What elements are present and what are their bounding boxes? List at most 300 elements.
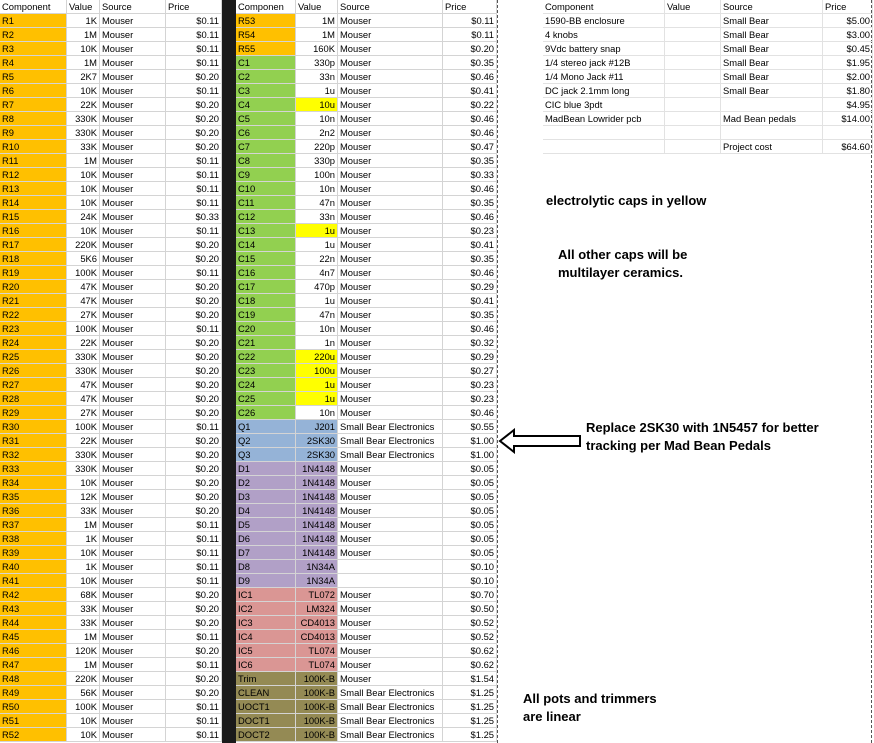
cell-price[interactable]: $0.32 — [443, 336, 497, 350]
cell-source[interactable]: Mouser — [100, 322, 166, 336]
cell-component[interactable]: C7 — [236, 140, 296, 154]
cell-component[interactable]: R1 — [0, 14, 67, 28]
cell-source[interactable]: Mouser — [338, 658, 443, 672]
cell-price[interactable]: $0.20 — [166, 308, 222, 322]
cell-source[interactable]: Mouser — [100, 98, 166, 112]
cell-component[interactable]: D9 — [236, 574, 296, 588]
cell-component[interactable]: C8 — [236, 154, 296, 168]
cell-component[interactable]: D5 — [236, 518, 296, 532]
cell-price[interactable]: $5.00 — [823, 14, 873, 28]
cell-price[interactable]: $0.10 — [443, 560, 497, 574]
cell-component[interactable]: C25 — [236, 392, 296, 406]
cell-value[interactable]: 1M — [67, 630, 100, 644]
cell-price[interactable]: $0.20 — [166, 112, 222, 126]
cell-value[interactable]: 10n — [296, 322, 338, 336]
cell-price[interactable]: $0.11 — [166, 574, 222, 588]
cell-source[interactable]: Small Bear — [721, 56, 823, 70]
cell-source[interactable]: Small Bear Electronics — [338, 700, 443, 714]
cell-component[interactable]: R45 — [0, 630, 67, 644]
cell-price[interactable]: $0.20 — [166, 364, 222, 378]
cell-value[interactable]: 1N34A — [296, 574, 338, 588]
cell-value[interactable]: 1M — [67, 518, 100, 532]
cell-price[interactable]: $0.05 — [443, 546, 497, 560]
cell-value[interactable]: 33K — [67, 602, 100, 616]
cell-source[interactable]: Mad Bean pedals — [721, 112, 823, 126]
cell-price[interactable]: $0.20 — [166, 406, 222, 420]
cell-price[interactable]: $0.11 — [166, 168, 222, 182]
cell-value[interactable]: 220p — [296, 140, 338, 154]
cell-source[interactable]: Mouser — [100, 490, 166, 504]
cell-value[interactable]: 33K — [67, 140, 100, 154]
cell-value[interactable]: 220K — [67, 238, 100, 252]
cell-price[interactable]: $0.20 — [166, 392, 222, 406]
cell-price[interactable]: $0.11 — [166, 28, 222, 42]
cell-value[interactable]: 10K — [67, 714, 100, 728]
cell-value[interactable]: 220K — [67, 672, 100, 686]
cell-component[interactable]: C21 — [236, 336, 296, 350]
cell-value[interactable]: 5K6 — [67, 252, 100, 266]
cell-value[interactable]: 1N4148 — [296, 504, 338, 518]
cell-price[interactable]: $0.11 — [166, 518, 222, 532]
cell-value[interactable]: 10u — [296, 98, 338, 112]
cell-source[interactable]: Mouser — [338, 84, 443, 98]
cell-component[interactable]: R23 — [0, 322, 67, 336]
cell-value[interactable]: 10n — [296, 112, 338, 126]
cell-component[interactable]: R34 — [0, 476, 67, 490]
cell-source[interactable]: Small Bear Electronics — [338, 714, 443, 728]
cell-source[interactable]: Mouser — [100, 448, 166, 462]
cell-component[interactable]: R54 — [236, 28, 296, 42]
cell-component[interactable]: R55 — [236, 42, 296, 56]
cell-source[interactable]: Mouser — [338, 336, 443, 350]
cell-value[interactable]: 22K — [67, 434, 100, 448]
header-cell[interactable]: Value — [67, 0, 100, 14]
cell-value[interactable]: 1N4148 — [296, 476, 338, 490]
cell-source[interactable]: Mouser — [100, 700, 166, 714]
cell-price[interactable]: $0.20 — [166, 686, 222, 700]
cell-source[interactable]: Mouser — [100, 112, 166, 126]
cell-price[interactable]: $0.35 — [443, 154, 497, 168]
cell-source[interactable]: Mouser — [100, 434, 166, 448]
cell-value[interactable]: 22n — [296, 252, 338, 266]
cell-source[interactable]: Mouser — [338, 322, 443, 336]
header-cell[interactable]: Source — [338, 0, 443, 14]
cell-price[interactable]: $0.33 — [443, 168, 497, 182]
cell-component[interactable]: UOCT1 — [236, 700, 296, 714]
cell-value[interactable]: 1N34A — [296, 560, 338, 574]
cell-component[interactable]: R10 — [0, 140, 67, 154]
cell-value[interactable]: 1K — [67, 14, 100, 28]
cell-component[interactable]: R47 — [0, 658, 67, 672]
cell-source[interactable]: Small Bear Electronics — [338, 448, 443, 462]
cell-component[interactable]: 1/4 Mono Jack #11 — [543, 70, 665, 84]
cell-component[interactable]: C19 — [236, 308, 296, 322]
cell-value[interactable]: 330K — [67, 126, 100, 140]
cell-price[interactable]: $0.52 — [443, 616, 497, 630]
cell-price[interactable]: $4.95 — [823, 98, 873, 112]
cell-price[interactable]: $0.11 — [166, 42, 222, 56]
cell-source[interactable]: Mouser — [100, 182, 166, 196]
cell-price[interactable]: $1.95 — [823, 56, 873, 70]
cell-price[interactable]: $0.05 — [443, 490, 497, 504]
cell-source[interactable]: Small Bear Electronics — [338, 686, 443, 700]
cell-source[interactable]: Mouser — [338, 350, 443, 364]
cell-price[interactable]: $0.11 — [166, 714, 222, 728]
cell-source[interactable]: Mouser — [100, 56, 166, 70]
cell-price[interactable]: $0.20 — [166, 378, 222, 392]
cell-price[interactable]: $0.11 — [166, 56, 222, 70]
cell-source[interactable]: Mouser — [100, 210, 166, 224]
cell-value[interactable]: 1M — [296, 28, 338, 42]
cell-price[interactable]: $0.11 — [166, 322, 222, 336]
cell-value[interactable]: 100K-B — [296, 700, 338, 714]
cell-price[interactable]: $0.20 — [166, 476, 222, 490]
cell-value[interactable]: TL072 — [296, 588, 338, 602]
cell-component[interactable]: DOCT2 — [236, 728, 296, 742]
cell-value[interactable]: 47K — [67, 392, 100, 406]
cell-source[interactable]: Mouser — [338, 462, 443, 476]
cell-component[interactable]: CLEAN — [236, 686, 296, 700]
cell-price[interactable]: $0.20 — [166, 350, 222, 364]
cell-value[interactable]: 10K — [67, 196, 100, 210]
cell-component[interactable]: C6 — [236, 126, 296, 140]
cell-component[interactable]: R19 — [0, 266, 67, 280]
cell-component[interactable]: R53 — [236, 14, 296, 28]
cell-value[interactable]: CD4013 — [296, 630, 338, 644]
cell-component[interactable]: R51 — [0, 714, 67, 728]
header-cell[interactable]: Component — [0, 0, 67, 14]
cell-component[interactable]: R12 — [0, 168, 67, 182]
cell-price[interactable]: $0.11 — [166, 630, 222, 644]
header-cell[interactable]: Price — [823, 0, 873, 14]
cell-source[interactable]: Mouser — [100, 714, 166, 728]
cell-component[interactable]: C18 — [236, 294, 296, 308]
cell-source[interactable]: Mouser — [100, 728, 166, 742]
cell-component[interactable]: R43 — [0, 602, 67, 616]
cell-source[interactable]: Mouser — [338, 672, 443, 686]
cell-value[interactable]: 1u — [296, 224, 338, 238]
cell-price[interactable]: $0.11 — [166, 546, 222, 560]
cell-component[interactable]: R33 — [0, 462, 67, 476]
cell-source[interactable]: Mouser — [100, 378, 166, 392]
cell-component[interactable]: 9Vdc battery snap — [543, 42, 665, 56]
cell-value[interactable]: 10K — [67, 574, 100, 588]
cell-value[interactable]: 10K — [67, 546, 100, 560]
cell-price[interactable]: $0.46 — [443, 322, 497, 336]
cell-component[interactable]: R13 — [0, 182, 67, 196]
cell-value[interactable]: 47K — [67, 280, 100, 294]
cell-price[interactable]: $0.20 — [166, 238, 222, 252]
cell-price[interactable]: $0.46 — [443, 266, 497, 280]
cell-component[interactable]: C9 — [236, 168, 296, 182]
cell-value[interactable]: 33n — [296, 210, 338, 224]
cell-price[interactable]: $0.29 — [443, 350, 497, 364]
cell-component[interactable]: IC1 — [236, 588, 296, 602]
cell-source[interactable]: Mouser — [338, 406, 443, 420]
cell-price[interactable]: $0.11 — [166, 700, 222, 714]
cell-value[interactable] — [665, 70, 721, 84]
cell-value[interactable]: 100K — [67, 322, 100, 336]
cell-component[interactable]: 4 knobs — [543, 28, 665, 42]
cell-component[interactable]: C2 — [236, 70, 296, 84]
cell-value[interactable]: 330K — [67, 462, 100, 476]
cell-component[interactable]: R42 — [0, 588, 67, 602]
cell-source[interactable]: Mouser — [100, 154, 166, 168]
cell-source[interactable]: Mouser — [100, 28, 166, 42]
cell-source[interactable] — [338, 574, 443, 588]
cell-price[interactable]: $0.05 — [443, 518, 497, 532]
cell-value[interactable]: 1N4148 — [296, 490, 338, 504]
cell-value[interactable] — [665, 112, 721, 126]
cell-source[interactable]: Small Bear Electronics — [338, 728, 443, 742]
cell-price[interactable] — [823, 126, 873, 140]
cell-component[interactable]: R41 — [0, 574, 67, 588]
cell-value[interactable]: 100K — [67, 420, 100, 434]
cell-value[interactable]: 100n — [296, 168, 338, 182]
cell-price[interactable]: $0.27 — [443, 364, 497, 378]
cell-component[interactable]: IC4 — [236, 630, 296, 644]
cell-value[interactable]: 100u — [296, 364, 338, 378]
cell-price[interactable]: $0.20 — [166, 98, 222, 112]
cell-component[interactable]: R39 — [0, 546, 67, 560]
cell-price[interactable]: $0.41 — [443, 84, 497, 98]
cell-value[interactable]: 1N4148 — [296, 462, 338, 476]
cell-price[interactable]: $0.70 — [443, 588, 497, 602]
cell-component[interactable]: IC3 — [236, 616, 296, 630]
cell-component[interactable]: D1 — [236, 462, 296, 476]
cell-component[interactable]: R2 — [0, 28, 67, 42]
cell-price[interactable]: $1.80 — [823, 84, 873, 98]
cell-price[interactable]: $1.00 — [443, 434, 497, 448]
cell-value[interactable]: 56K — [67, 686, 100, 700]
cell-component[interactable]: R16 — [0, 224, 67, 238]
cell-component[interactable]: C1 — [236, 56, 296, 70]
cell-price[interactable]: $0.52 — [443, 630, 497, 644]
cell-value[interactable]: LM324 — [296, 602, 338, 616]
cell-component[interactable]: C17 — [236, 280, 296, 294]
cell-source[interactable]: Small Bear — [721, 84, 823, 98]
cell-value[interactable]: 10K — [67, 84, 100, 98]
cell-price[interactable]: $0.23 — [443, 392, 497, 406]
cell-component[interactable]: Q2 — [236, 434, 296, 448]
cell-component[interactable]: D6 — [236, 532, 296, 546]
cell-component[interactable]: MadBean Lowrider pcb — [543, 112, 665, 126]
cell-component[interactable]: C10 — [236, 182, 296, 196]
cell-component[interactable]: C23 — [236, 364, 296, 378]
cell-price[interactable]: $64.60 — [823, 140, 873, 154]
cell-value[interactable]: 27K — [67, 406, 100, 420]
cell-component[interactable]: D3 — [236, 490, 296, 504]
cell-source[interactable]: Mouser — [338, 168, 443, 182]
cell-value[interactable]: 120K — [67, 644, 100, 658]
cell-component[interactable]: R38 — [0, 532, 67, 546]
cell-price[interactable]: $0.47 — [443, 140, 497, 154]
cell-source[interactable]: Mouser — [338, 644, 443, 658]
cell-price[interactable]: $0.33 — [166, 210, 222, 224]
cell-value[interactable]: 2SK30 — [296, 448, 338, 462]
cell-price[interactable]: $0.46 — [443, 70, 497, 84]
cell-component[interactable]: R14 — [0, 196, 67, 210]
header-cell[interactable]: Price — [443, 0, 497, 14]
cell-component[interactable]: R46 — [0, 644, 67, 658]
cell-source[interactable]: Small Bear Electronics — [338, 434, 443, 448]
cell-component[interactable]: R52 — [0, 728, 67, 742]
cell-value[interactable]: 330K — [67, 448, 100, 462]
cell-value[interactable] — [665, 42, 721, 56]
header-cell[interactable]: Price — [166, 0, 222, 14]
cell-component[interactable]: C4 — [236, 98, 296, 112]
header-cell[interactable]: Componen — [236, 0, 296, 14]
cell-value[interactable]: 10K — [67, 476, 100, 490]
cell-source[interactable]: Mouser — [100, 644, 166, 658]
cell-value[interactable]: 330p — [296, 56, 338, 70]
cell-component[interactable]: R50 — [0, 700, 67, 714]
cell-component[interactable]: IC6 — [236, 658, 296, 672]
cell-source[interactable]: Mouser — [100, 518, 166, 532]
cell-component[interactable]: D7 — [236, 546, 296, 560]
cell-source[interactable]: Mouser — [338, 476, 443, 490]
cell-price[interactable]: $1.54 — [443, 672, 497, 686]
cell-value[interactable]: 1M — [67, 154, 100, 168]
cell-source[interactable]: Mouser — [338, 112, 443, 126]
cell-value[interactable] — [665, 84, 721, 98]
cell-source[interactable]: Project cost — [721, 140, 823, 154]
cell-source[interactable]: Mouser — [100, 532, 166, 546]
cell-price[interactable]: $3.00 — [823, 28, 873, 42]
cell-price[interactable]: $0.46 — [443, 406, 497, 420]
cell-source[interactable]: Mouser — [100, 42, 166, 56]
cell-source[interactable] — [721, 98, 823, 112]
cell-source[interactable]: Mouser — [100, 70, 166, 84]
cell-price[interactable]: $0.10 — [443, 574, 497, 588]
cell-component[interactable]: R11 — [0, 154, 67, 168]
cell-value[interactable]: 1u — [296, 238, 338, 252]
cell-component[interactable]: R5 — [0, 70, 67, 84]
cell-price[interactable]: $0.23 — [443, 224, 497, 238]
cell-source[interactable]: Mouser — [100, 364, 166, 378]
cell-component[interactable]: D2 — [236, 476, 296, 490]
cell-source[interactable]: Mouser — [100, 546, 166, 560]
cell-price[interactable]: $0.50 — [443, 602, 497, 616]
cell-source[interactable]: Mouser — [100, 574, 166, 588]
cell-value[interactable]: 100K-B — [296, 672, 338, 686]
cell-source[interactable]: Small Bear — [721, 14, 823, 28]
cell-value[interactable] — [665, 56, 721, 70]
cell-source[interactable]: Mouser — [338, 266, 443, 280]
cell-price[interactable]: $0.22 — [443, 98, 497, 112]
cell-component[interactable]: IC5 — [236, 644, 296, 658]
cell-source[interactable]: Mouser — [100, 476, 166, 490]
cell-price[interactable]: $0.46 — [443, 182, 497, 196]
cell-source[interactable]: Mouser — [100, 630, 166, 644]
cell-value[interactable] — [665, 140, 721, 154]
cell-value[interactable]: 47K — [67, 294, 100, 308]
cell-component[interactable]: C3 — [236, 84, 296, 98]
cell-source[interactable] — [721, 126, 823, 140]
cell-price[interactable]: $0.20 — [166, 252, 222, 266]
cell-component[interactable]: C20 — [236, 322, 296, 336]
cell-value[interactable]: 68K — [67, 588, 100, 602]
cell-price[interactable]: $0.11 — [166, 560, 222, 574]
cell-value[interactable]: 1u — [296, 392, 338, 406]
cell-source[interactable]: Mouser — [100, 14, 166, 28]
cell-component[interactable]: R26 — [0, 364, 67, 378]
cell-price[interactable]: $0.20 — [166, 462, 222, 476]
cell-price[interactable]: $0.11 — [166, 532, 222, 546]
cell-component[interactable]: R18 — [0, 252, 67, 266]
cell-source[interactable]: Mouser — [100, 280, 166, 294]
cell-price[interactable]: $0.20 — [166, 672, 222, 686]
cell-component[interactable]: R32 — [0, 448, 67, 462]
cell-source[interactable]: Mouser — [338, 630, 443, 644]
cell-source[interactable]: Mouser — [338, 182, 443, 196]
cell-price[interactable]: $0.20 — [166, 434, 222, 448]
cell-price[interactable]: $1.25 — [443, 714, 497, 728]
cell-value[interactable]: 2n2 — [296, 126, 338, 140]
cell-source[interactable]: Mouser — [100, 560, 166, 574]
cell-price[interactable]: $0.35 — [443, 252, 497, 266]
cell-source[interactable]: Mouser — [100, 588, 166, 602]
cell-price[interactable]: $0.41 — [443, 294, 497, 308]
cell-price[interactable]: $0.20 — [166, 602, 222, 616]
cell-source[interactable]: Mouser — [338, 140, 443, 154]
cell-price[interactable]: $0.35 — [443, 56, 497, 70]
cell-component[interactable]: R21 — [0, 294, 67, 308]
cell-value[interactable]: 2SK30 — [296, 434, 338, 448]
cell-source[interactable]: Mouser — [100, 126, 166, 140]
cell-value[interactable]: 100K-B — [296, 728, 338, 742]
cell-source[interactable]: Mouser — [100, 406, 166, 420]
cell-price[interactable]: $0.11 — [166, 196, 222, 210]
cell-source[interactable]: Mouser — [338, 196, 443, 210]
cell-component[interactable]: R48 — [0, 672, 67, 686]
cell-source[interactable]: Mouser — [100, 616, 166, 630]
cell-price[interactable]: $0.11 — [166, 84, 222, 98]
cell-price[interactable]: $0.20 — [166, 588, 222, 602]
cell-source[interactable]: Mouser — [338, 294, 443, 308]
cell-component[interactable]: C14 — [236, 238, 296, 252]
header-cell[interactable]: Value — [296, 0, 338, 14]
cell-component[interactable]: C5 — [236, 112, 296, 126]
cell-component[interactable]: DOCT1 — [236, 714, 296, 728]
cell-source[interactable]: Mouser — [100, 504, 166, 518]
cell-price[interactable]: $0.11 — [166, 658, 222, 672]
cell-price[interactable]: $0.11 — [443, 14, 497, 28]
cell-source[interactable]: Mouser — [338, 490, 443, 504]
cell-source[interactable]: Mouser — [338, 602, 443, 616]
cell-source[interactable]: Mouser — [338, 504, 443, 518]
cell-price[interactable]: $0.20 — [166, 448, 222, 462]
cell-value[interactable]: 1M — [296, 14, 338, 28]
cell-price[interactable]: $0.11 — [166, 182, 222, 196]
cell-component[interactable] — [543, 140, 665, 154]
cell-component[interactable]: C15 — [236, 252, 296, 266]
header-cell[interactable]: Component — [543, 0, 665, 14]
cell-value[interactable]: 47K — [67, 378, 100, 392]
cell-component[interactable]: R15 — [0, 210, 67, 224]
cell-component[interactable]: R27 — [0, 378, 67, 392]
cell-value[interactable]: 47n — [296, 308, 338, 322]
cell-price[interactable]: $0.35 — [443, 196, 497, 210]
cell-price[interactable]: $0.46 — [443, 210, 497, 224]
cell-source[interactable]: Mouser — [100, 336, 166, 350]
cell-source[interactable]: Mouser — [100, 462, 166, 476]
cell-component[interactable]: R40 — [0, 560, 67, 574]
cell-component[interactable]: R6 — [0, 84, 67, 98]
cell-value[interactable]: 1M — [67, 56, 100, 70]
cell-price[interactable]: $1.00 — [443, 448, 497, 462]
cell-price[interactable]: $0.20 — [166, 644, 222, 658]
